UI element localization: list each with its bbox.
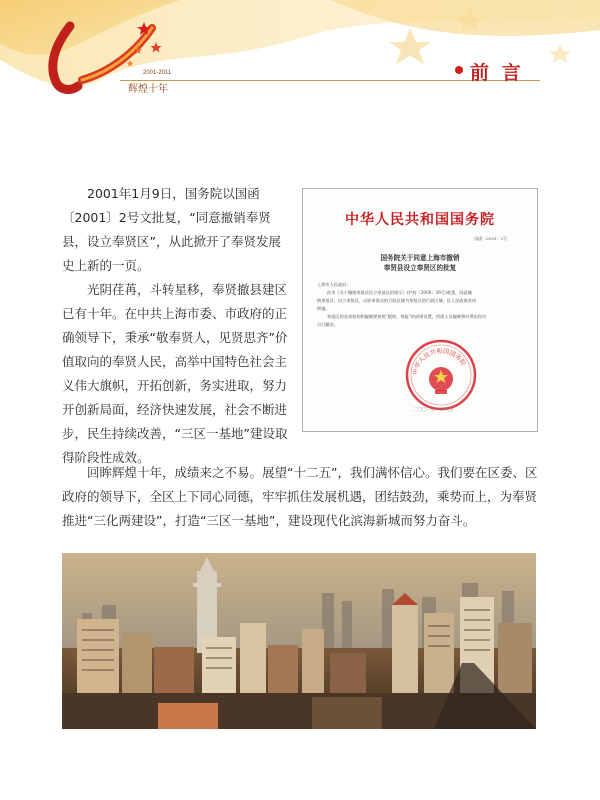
document-body-line: 奉贤区的各类机构和编制要按照“精简、效能”的原则设置，所需人员编制和经费由你市: [327, 314, 487, 319]
document-header: 中华人民共和国国务院: [345, 212, 495, 228]
logo-title: 辉煌十年: [128, 84, 168, 95]
paragraph-3: 回眸辉煌十年，成绩来之不易。展望“十二五”，我们满怀信心。我们要在区委、区政府的领导下，全区上下同心同德，牢牢抓住发展机遇，团结鼓劲，乘势而上，为奉贤推进“三化两建设”，打造“三区一基地”，建设现代化滨海新城而努力奋斗。: [62, 465, 538, 528]
document-body-line: 桥镇。: [317, 306, 330, 311]
document-body-line: 销奉贤县，设立奉贤区，以原奉贤县的行政区域为奉贤区的行政区域。区人民政府驻南: [317, 298, 477, 303]
bullet-dot-icon: [455, 66, 463, 74]
paragraph-2: 光阴荏苒，斗转星移，奉贤撤县建区已有十年。在中共上海市委、市政府的正确领导下，秉承“敬奉贤人，见贤思齐”价值取向的奉贤人民，高举中国特色社会主义伟大旗帜，开拓创新，务实进取，努力开创新局面，经济快速发展，社会不断进步，民生持续改善，“三区一基地”建设取得阶段性成效。: [62, 282, 288, 465]
seal-text: 中华人民共和国国务院: [411, 347, 467, 376]
document-body-line: 自行解决。: [317, 322, 338, 327]
city-skyline-photo: [62, 553, 536, 729]
intro-text: [62, 182, 290, 470]
document-number: 国函〔2001〕2号: [474, 236, 507, 241]
document-date: 二〇〇一年一月九日: [413, 408, 454, 413]
logo-year-range: 2001-2011: [143, 70, 172, 76]
document-subject-line-2: 奉贤县设立奉贤区的批复: [383, 264, 457, 272]
section-title: 前 言: [470, 62, 524, 84]
document-subject-line-1: 国务院关于同意上海市撤销: [380, 254, 460, 262]
document-subject: [303, 253, 537, 273]
document-body: [317, 281, 523, 329]
document-addressee: 上海市人民政府：: [317, 282, 351, 287]
outlook-text: [62, 461, 542, 533]
state-council-document: [302, 188, 538, 432]
official-seal-icon: [403, 337, 479, 413]
document-body-line: 你市《关于撤销奉贤县设立奉贤区的请示》(沪府〔2000〕36号)收悉。同意撤: [327, 290, 472, 295]
paragraph-1: 2001年1月9日，国务院以国函〔2001〕2号文批复，“同意撤销奉贤县，设立奉贤区”，从此掀开了奉贤发展史上新的一页。: [62, 186, 281, 273]
